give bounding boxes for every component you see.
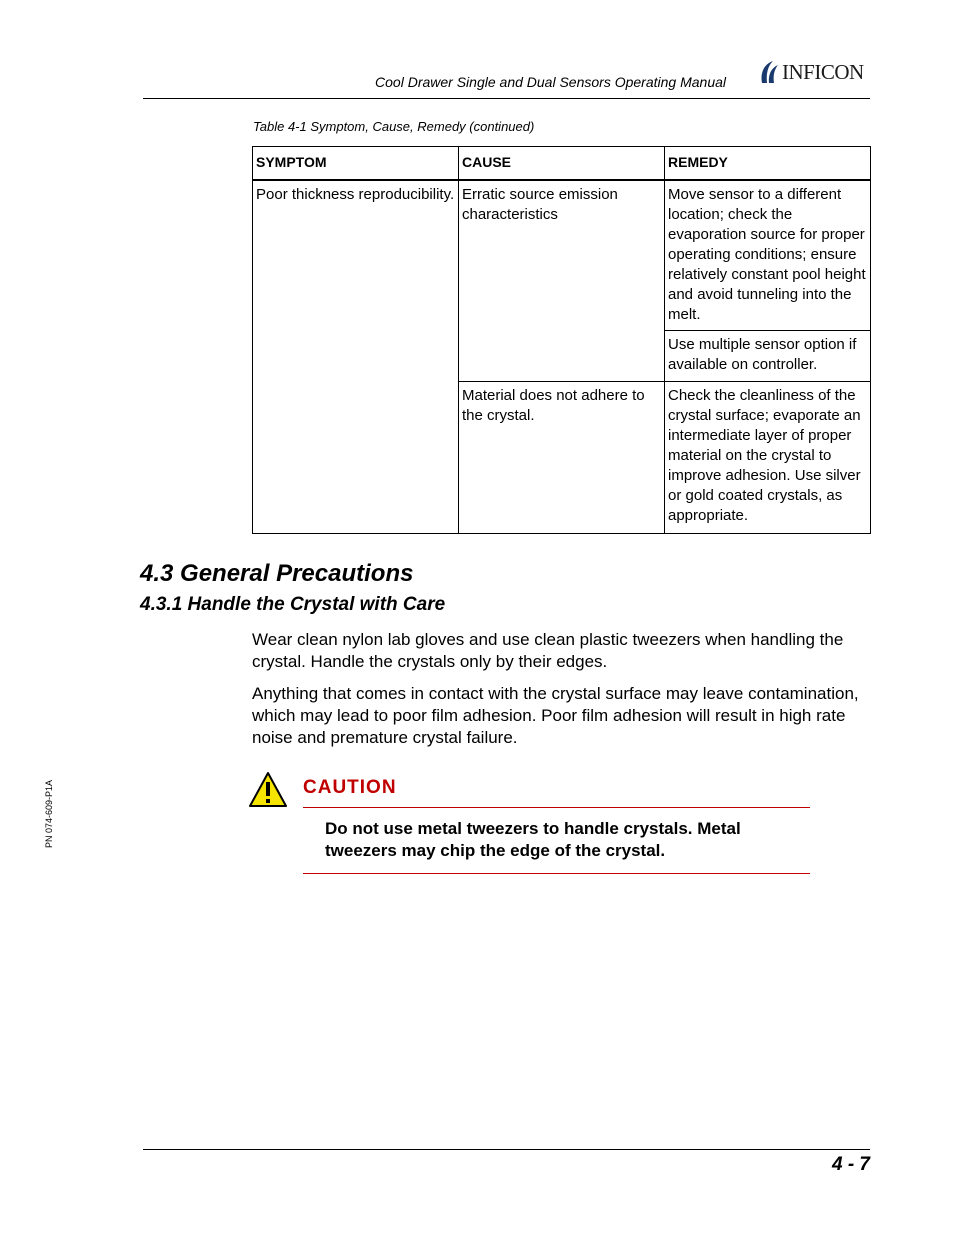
table-caption: Table 4-1 Symptom, Cause, Remedy (continued) — [253, 119, 535, 134]
cause-cell: Material does not adhere to the crystal. — [459, 382, 665, 534]
caution-bottom-rule — [303, 873, 810, 874]
subsection-heading: 4.3.1 Handle the Crystal with Care — [140, 594, 446, 615]
caution-top-rule — [303, 807, 810, 808]
symptom-cause-remedy-table — [252, 146, 871, 534]
header-rule — [143, 98, 870, 99]
warning-triangle-icon — [248, 771, 288, 808]
section-heading: 4.3 General Precautions — [140, 560, 414, 587]
table-header-row — [253, 147, 871, 181]
caution-label: CAUTION — [303, 777, 397, 798]
column-header-symptom: SYMPTOM — [253, 147, 459, 181]
table-row — [253, 180, 871, 331]
page-number: 4 - 7 — [831, 1154, 870, 1175]
remedy-cell: Use multiple sensor option if available on controller. — [665, 331, 871, 382]
inficon-logo-icon — [758, 59, 780, 85]
symptom-cell: Poor thickness reproducibility. — [253, 180, 459, 534]
part-number: PN 074-609-P1A — [44, 779, 54, 848]
inficon-logo — [758, 58, 872, 86]
cause-cell: Erratic source emission characteristics — [459, 180, 665, 382]
footer-rule — [143, 1149, 870, 1150]
logo-text: INFICON — [782, 59, 864, 84]
paragraph: Anything that comes in contact with the crystal surface may leave contamination, which may lead to poor film adhesion. Poor film adhesion will result in high rate noise and premature crystal failure. — [252, 684, 859, 747]
remedy-cell: Check the cleanliness of the crystal surface; evaporate an intermediate layer of proper material on the crystal to improve adhesion. Use silver or gold coated crystals, as appropriate. — [665, 382, 871, 534]
column-header-cause: CAUSE — [459, 147, 665, 181]
column-header-remedy: REMEDY — [665, 147, 871, 181]
manual-title: Cool Drawer Single and Dual Sensors Operating Manual — [375, 74, 726, 90]
remedy-cell: Move sensor to a different location; check the evaporation source for proper operating conditions; ensure relatively constant pool height and avoid tunneling into the melt. — [665, 180, 871, 331]
paragraph: Wear clean nylon lab gloves and use clean plastic tweezers when handling the crystal. Handle the crystals only by their edges. — [252, 630, 844, 671]
caution-text: Do not use metal tweezers to handle crystals. Metal tweezers may chip the edge of the crystal. — [325, 819, 741, 860]
